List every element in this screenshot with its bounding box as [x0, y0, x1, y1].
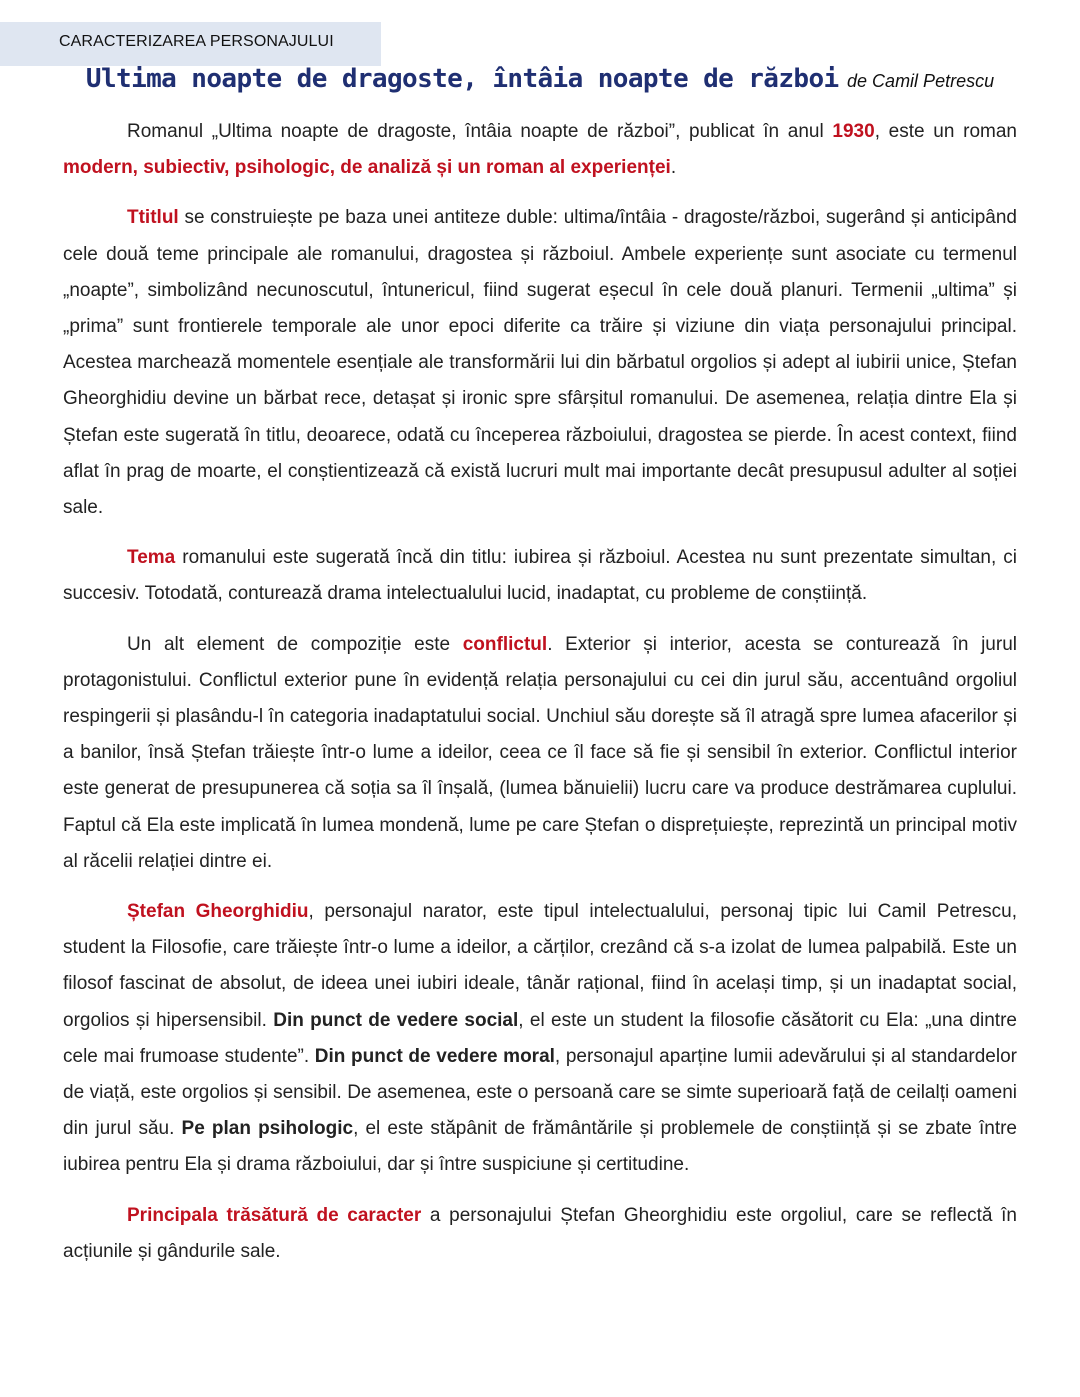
- highlight-trasatura: Principala trăsătură de caracter: [127, 1204, 422, 1226]
- document-body: [63, 114, 1017, 1284]
- title-author: de Camil Petrescu: [847, 71, 995, 91]
- document-title: [0, 64, 1080, 94]
- text-run: Romanul „Ultima noapte de dragoste, întâia noapte de război”, publicat în anul: [127, 121, 833, 142]
- text-run: a personajului Ștefan Gheorghidiu este orgoliul, care se reflectă în acțiunile și gândurile sale.: [63, 1204, 1017, 1262]
- paragraph-trasatura: [63, 1198, 1017, 1270]
- bold-social: Din punct de vedere social: [273, 1009, 519, 1031]
- highlight-stefan: Ștefan Gheorghidiu: [127, 901, 309, 923]
- text-run: , personajul narator, este tipul intelectualului, personaj tipic lui Camil Petrescu, student la Filosofie, care trăiește într-o lume a ideilor, a cărților, crezând că s-a izolat de lumea palpabilă. Este un filosof fascinat de absolut, de ideea unei iubiri ideale, tânăr rațional, fiind în același timp, și un inadaptat social, orgolios și hipersensibil.: [63, 901, 1018, 1031]
- text-run: Un alt element de compoziție este: [127, 633, 463, 655]
- text-run: , el este stăpânit de frământările și problemele de conștiință și se zbate între iubirea pentru Ela și drama războiului, dar și între suspiciune și certitudine.: [63, 1118, 1017, 1176]
- text-run: . Exterior și interior, acesta se conturează în jurul protagonistului. Conflictul exterior pune în evidență relația personajului cu cei din jurul său, accentuând orgoliul respingerii și plasându-l în categoria inadaptatului social. Unchiul său dorește să îl atragă spre lumea afacerilor și a banilor, însă Ștefan trăiește într-o lume a ideilor, ceea ce îl face să fie și sensibil în exterior. Conflictul interior este generat de presupunerea că soția sa îl înșală, (lumea bănuielii) lucru care va produce destrămarea cuplului. Faptul că Ela este implicată în lumea mondenă, lume pe care Ștefan o disprețuiește, reprezintă un principal motiv al răcelii relației dintre ei.: [63, 633, 1017, 872]
- paragraph-tema: [63, 540, 1017, 612]
- highlight-year: 1930: [832, 121, 875, 142]
- highlight-tema: Tema: [127, 547, 176, 569]
- highlight-roman-type: modern, subiectiv, psihologic, de analiză și un roman al experienței: [63, 157, 671, 179]
- highlight-conflictul: conflictul: [462, 633, 548, 655]
- bold-moral: Din punct de vedere moral: [314, 1045, 555, 1067]
- text-run: romanului este sugerată încă din titlu: iubirea și războiul. Acestea nu sunt prezentate simultan, ci succesiv. Totodată, conturează drama intelectualului lucid, inadaptat, cu probleme de conștiință.: [63, 547, 1017, 605]
- text-run: , este un roman: [874, 121, 1017, 142]
- paragraph-stefan: [63, 894, 1017, 1184]
- text-run: se construiește pe baza unei antiteze duble: ultima/întâia - dragoste/război, sugerând și anticipând cele două teme principale ale romanului, dragostea și războiul. Ambele experiențe sunt asociate cu termenul „noapte”, simbolizând necunoscutul, întunericul, fiind sugerat eșecul în cele două planuri. Termenii „ultima” și „prima” sunt frontierele temporale ale unor epoci diferite ca trăire și viziune din viața personajului principal. Acestea marchează momentele esențiale ale transformării lui din bărbatul orgolios și adept al iubirii unice, Ștefan Gheorghidiu devine un bărbat rece, detașat și ironic spre sfârșitul romanului. De asemenea, relația dintre Ela și Ștefan este sugerată în titlu, deoarece, odată cu începerea războiului, dragostea se pierde. În acest context, fiind aflat în prag de moarte, el conștientizează că există lucruri mult mai importante decât presupusul adulter al soției sale.: [63, 207, 1017, 519]
- paragraph-titlu: [63, 200, 1017, 526]
- text-run: .: [670, 157, 677, 179]
- paragraph-conflict: [63, 627, 1017, 880]
- paragraph-intro: [63, 114, 1017, 186]
- section-header-label: CARACTERIZAREA PERSONAJULUI: [59, 33, 334, 50]
- text-run: , personajul aparține lumii adevărului și al standardelor de viață, este orgolios și sensibil. De asemenea, este o persoană care se simte superioară față de ceilalți oameni din jurul său.: [63, 1045, 1017, 1140]
- section-header: [0, 22, 381, 66]
- highlight-titlu: Ttitlul: [127, 207, 179, 229]
- bold-psihologic: Pe plan psihologic: [181, 1118, 354, 1140]
- title-main: Ultima noapte de dragoste, întâia noapte de război: [85, 64, 839, 94]
- text-run: , el este un student la filosofie căsătorit cu Ela: „una dintre cele mai frumoase studente”.: [63, 1009, 1017, 1067]
